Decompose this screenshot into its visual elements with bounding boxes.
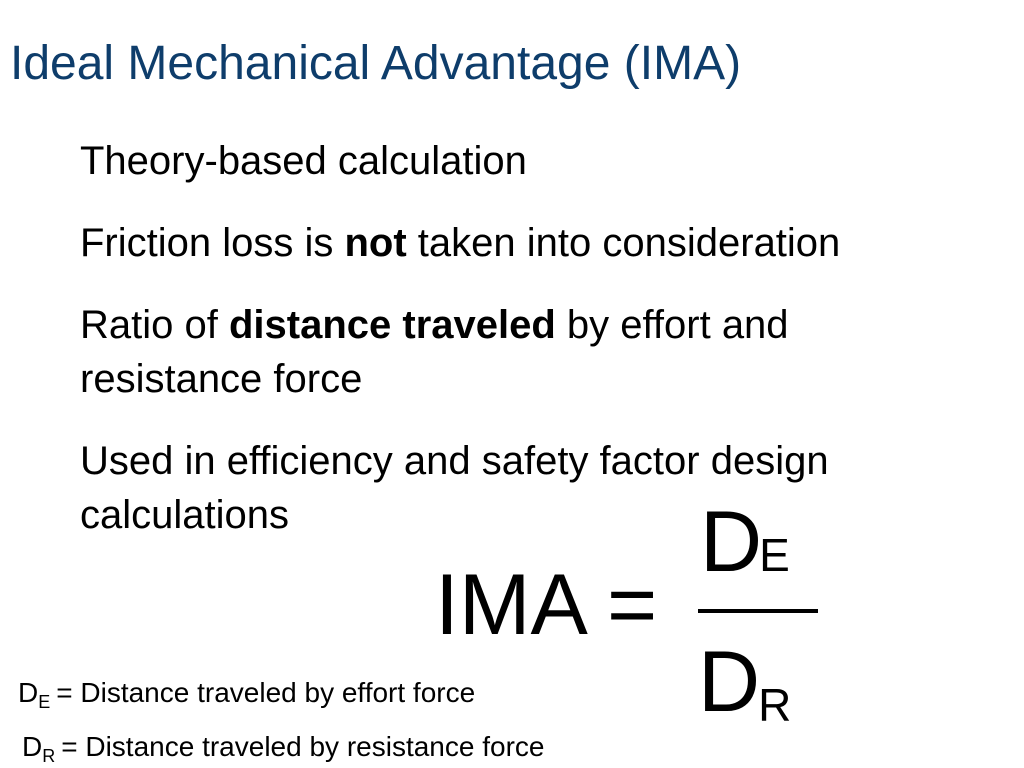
bullet-list (80, 134, 980, 570)
definition-text: = Distance traveled by effort force (56, 677, 476, 708)
denominator-subscript: R (758, 679, 792, 731)
bullet-text-bold: distance traveled (228, 303, 556, 347)
bullet-text-bold: not (344, 221, 407, 265)
denominator-symbol: D (698, 634, 761, 730)
bullet-text-before: Ratio of (80, 303, 229, 347)
numerator-symbol: D (700, 494, 763, 590)
formula-lhs: IMA = (435, 557, 658, 653)
definition-effort-distance (18, 676, 475, 713)
bullet-text-after: by effort and resistance force (80, 303, 789, 401)
slide-title: Ideal Mechanical Advantage (IMA) (10, 37, 742, 90)
definition-symbol: D (18, 677, 39, 708)
definition-subscript: E (38, 692, 51, 712)
formula-numerator (700, 492, 790, 605)
definition-symbol: D (22, 731, 43, 762)
numerator-subscript: E (759, 529, 790, 581)
formula-denominator (698, 632, 791, 745)
definition-text: = Distance traveled by resistance force (61, 731, 545, 762)
bullet-item (80, 434, 980, 542)
bullet-item (80, 298, 980, 406)
bullet-item (80, 134, 980, 188)
bullet-text-before: Friction loss is (80, 221, 345, 265)
bullet-text: Used in efficiency and safety factor design calculations (80, 439, 829, 537)
definition-resistance-distance (22, 730, 544, 767)
bullet-item (80, 216, 980, 270)
bullet-text: Theory-based calculation (80, 139, 527, 183)
bullet-text-after: taken into consideration (406, 221, 841, 265)
definition-subscript: R (42, 746, 56, 766)
fraction-bar (698, 609, 818, 613)
